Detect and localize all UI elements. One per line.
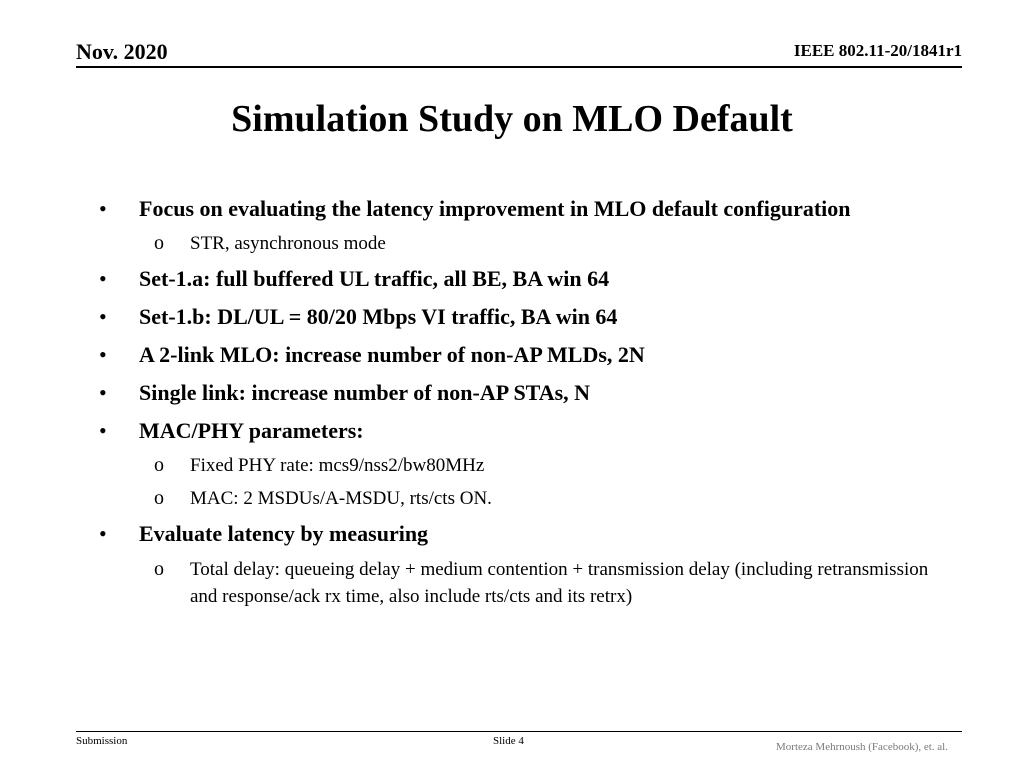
- bullet-marker: •: [99, 342, 107, 367]
- sub-bullet-text: STR, asynchronous mode: [190, 233, 386, 254]
- bullet-text: A 2-link MLO: increase number of non-AP MLDs, 2N: [139, 342, 645, 367]
- header-date: Nov. 2020: [76, 39, 168, 64]
- bullet-marker: •: [99, 266, 107, 291]
- bullet-text: MAC/PHY parameters:: [139, 418, 364, 443]
- footer-author: Morteza Mehrnoush (Facebook), et. al.: [776, 741, 948, 753]
- footer-submission: Submission: [76, 735, 128, 747]
- sub-bullet-text: Fixed PHY rate: mcs9/nss2/bw80MHz: [190, 455, 485, 476]
- bullet-text: Single link: increase number of non-AP STAs, N: [139, 380, 591, 405]
- bullet-marker: •: [99, 304, 107, 329]
- sub-bullet-marker: o: [154, 487, 164, 509]
- slide-number: Slide 4: [493, 735, 524, 747]
- sub-bullet-marker: o: [154, 232, 164, 254]
- bullet-marker: •: [99, 380, 107, 405]
- bullet-text: Set-1.a: full buffered UL traffic, all BE, BA win 64: [139, 266, 610, 291]
- sub-bullet-marker: o: [154, 558, 164, 580]
- document-id: IEEE 802.11-20/1841r1: [793, 41, 962, 60]
- sub-bullet-text: Total delay: queueing delay + medium contention + transmission delay (including retransmission and response/ack rx time, also include rts/cts and its retrx): [190, 559, 929, 607]
- header-divider: [76, 66, 962, 68]
- bullet-text: Set-1.b: DL/UL = 80/20 Mbps VI traffic, BA win 64: [139, 304, 618, 329]
- bullet-marker: •: [99, 521, 107, 546]
- bullet-text: Focus on evaluating the latency improvement in MLO default configuration: [139, 196, 851, 221]
- bullet-marker: •: [99, 418, 107, 443]
- sub-bullet-marker: o: [154, 454, 164, 476]
- footer-divider: [76, 731, 962, 732]
- slide-title: Simulation Study on MLO Default: [231, 98, 793, 140]
- bullet-marker: •: [99, 196, 107, 221]
- bullet-text: Evaluate latency by measuring: [139, 521, 429, 546]
- sub-bullet-text: MAC: 2 MSDUs/A-MSDU, rts/cts ON.: [190, 488, 492, 509]
